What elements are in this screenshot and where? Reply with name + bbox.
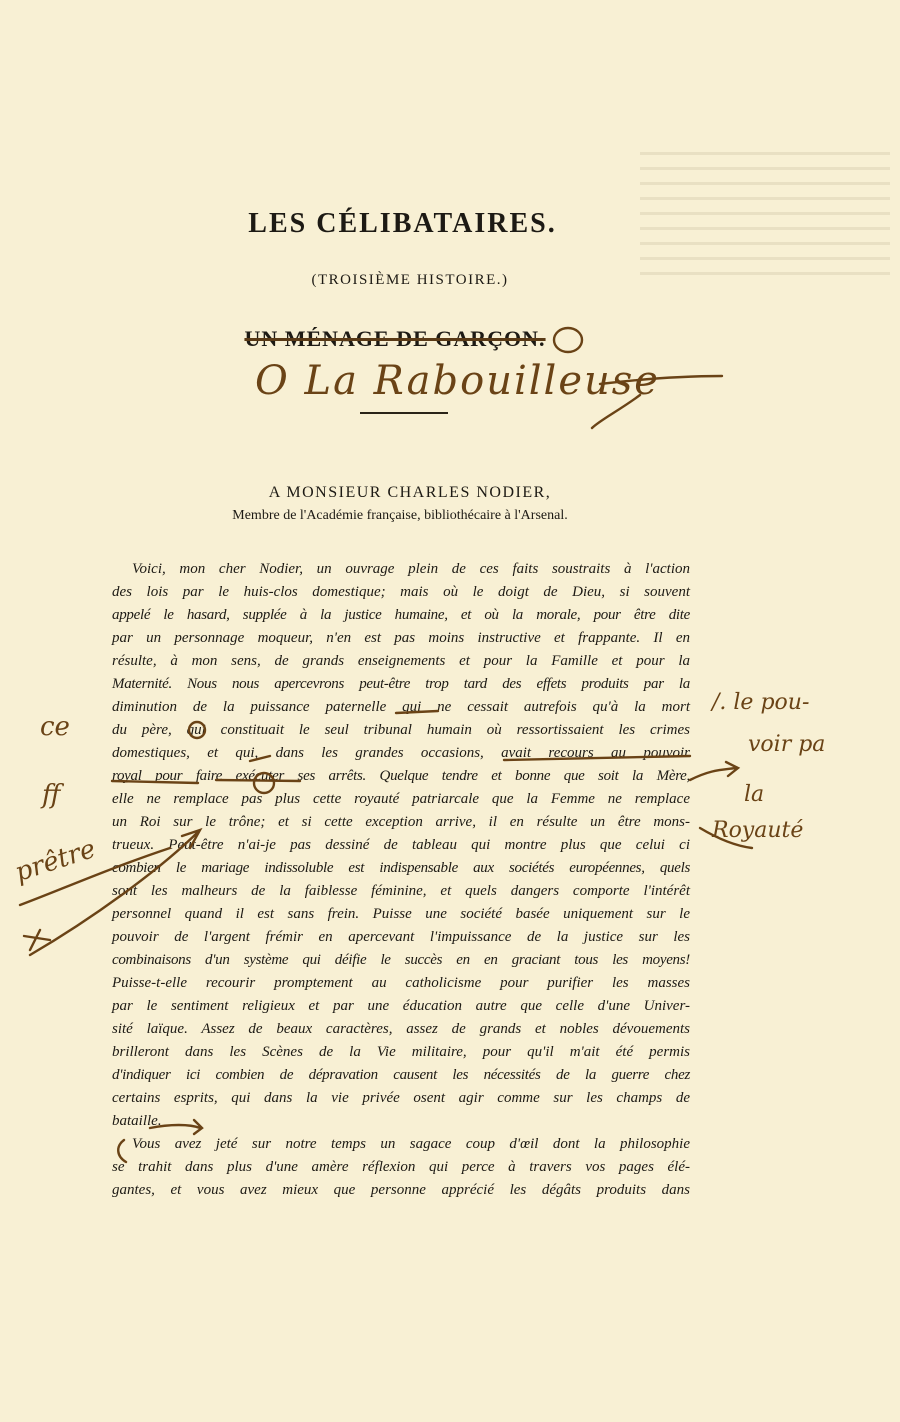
text-line: des lois par le huis-clos domestique; mais où le doigt de Dieu, si souvent bbox=[112, 584, 690, 600]
text-line: par le sentiment religieux et par une éducation autre que celle d'une Univer- bbox=[112, 998, 690, 1014]
margin-note-right-3: la bbox=[744, 782, 765, 807]
text-line: appelé le hasard, supplée à la justice humaine, et où la morale, pour être dite bbox=[112, 607, 690, 623]
insert-mark bbox=[254, 773, 274, 793]
text-line: bataille. bbox=[112, 1113, 162, 1129]
text-line: un Roi sur le trône; et si cette exception arrive, il en résulte un être mons- bbox=[112, 814, 690, 830]
text-line: par un personnage moqueur, n'en est pas moins instructive et frappante. Il en bbox=[112, 630, 690, 646]
text-line: d'indiquer ici combien de dépravation causent les nécessités de la guerre chez bbox=[112, 1067, 690, 1083]
strike-line bbox=[504, 756, 690, 760]
text-line: Maternité. Nous nous apercevrons peut-être trop tard des effets produits par la bbox=[112, 676, 690, 692]
strike-line bbox=[250, 756, 270, 761]
margin-note-right-2: voir pa bbox=[748, 732, 826, 757]
margin-arrow-right bbox=[690, 762, 738, 780]
text-line: combien le mariage indissoluble est indispensable aux sociétés européennes, quels bbox=[112, 860, 690, 876]
page-title: LES CÉLIBATAIRES. bbox=[248, 208, 557, 239]
text-line: pouvoir de l'argent frémir en apercevant l'impuissance de la justice sur les bbox=[112, 929, 690, 945]
text-line: domestiques, et qui, dans les grandes occasions, avait recours au pouvoir bbox=[112, 745, 690, 761]
text-line: gantes, et vous avez mieux que personne apprécié les dégâts produits dans bbox=[112, 1182, 690, 1198]
margin-mark bbox=[24, 930, 50, 950]
margin-note-left-1: ce bbox=[40, 712, 70, 742]
handwritten-title: O La Rabouilleuse bbox=[255, 358, 660, 404]
underline bbox=[216, 780, 300, 781]
text-line: brilleront dans les Scènes de la Vie militaire, pour qu'il m'ait été permis bbox=[112, 1044, 690, 1060]
strike-line bbox=[396, 711, 438, 713]
text-line: elle ne remplace pas plus cette royauté patriarcale que la Femme ne remplace bbox=[112, 791, 690, 807]
dedication: A MONSIEUR CHARLES NODIER, bbox=[268, 484, 552, 501]
insert-mark bbox=[189, 722, 205, 738]
text-line: Vous avez jeté sur notre temps un sagace coup d'œil dont la philosophie bbox=[132, 1136, 690, 1152]
page-subtitle: (TROISIÈME HISTOIRE.) bbox=[311, 272, 509, 288]
strike-line bbox=[112, 781, 198, 783]
title-flourish bbox=[592, 376, 722, 428]
text-line: résulte, à mon sens, de grands enseignements et pour la Famille et pour la bbox=[112, 653, 690, 669]
title-insert-circle bbox=[554, 328, 582, 352]
margin-note-left-3: prêtre bbox=[11, 833, 100, 889]
text-line: royal pour faire exécuter ses arrêts. Quelque tendre et bonne que soit la Mère, bbox=[112, 768, 690, 784]
text-line: diminution de la puissance paternelle qui ne cessait autrefois qu'à la mort bbox=[112, 699, 690, 715]
text-line: combinaisons d'un système qui déifie le succès en en graciant tous les moyens! bbox=[112, 952, 690, 968]
margin-note-left-2: ff bbox=[42, 780, 61, 810]
text-line: trueux. Peut-être n'ai-je pas dessiné de tableau qui montre plus que celui ci bbox=[112, 837, 690, 853]
text-line: Puisse-t-elle recourir promptement au catholicisme pour purifier les masses bbox=[112, 975, 690, 991]
margin-note-right-1: /. le pou- bbox=[712, 690, 810, 715]
margin-arrow-right bbox=[700, 828, 752, 848]
text-line: sont les malheurs de la faiblesse féminine, et quels dangers comporte l'intérêt bbox=[112, 883, 690, 899]
dedication-subtitle: Membre de l'Académie française, bibliothécaire à l'Arsenal. bbox=[232, 508, 568, 523]
end-mark bbox=[150, 1120, 202, 1134]
text-line: certains esprits, qui dans la vie privée osent agir comme sur les champs de bbox=[112, 1090, 690, 1106]
text-line: du père, qui constituait le seul tribunal humain où ressortissaient les crimes bbox=[112, 722, 690, 738]
paragraph-mark bbox=[118, 1140, 126, 1162]
text-line: Voici, mon cher Nodier, un ouvrage plein de ces faits soustraits à l'action bbox=[132, 561, 690, 577]
margin-note-right-4: Royauté bbox=[712, 818, 804, 843]
text-line: sité laïque. Assez de beaux caractères, assez de grands et nobles dévouements bbox=[112, 1021, 690, 1037]
text-line: personnel quand il est sans frein. Puisse une société basée uniquement sur le bbox=[112, 906, 690, 922]
margin-arrow bbox=[30, 830, 200, 955]
text-line: se trahit dans plus d'une amère réflexion qui perce à travers vos pages élé- bbox=[112, 1159, 690, 1175]
struck-title: UN MÉNAGE DE GARÇON. bbox=[244, 326, 546, 351]
